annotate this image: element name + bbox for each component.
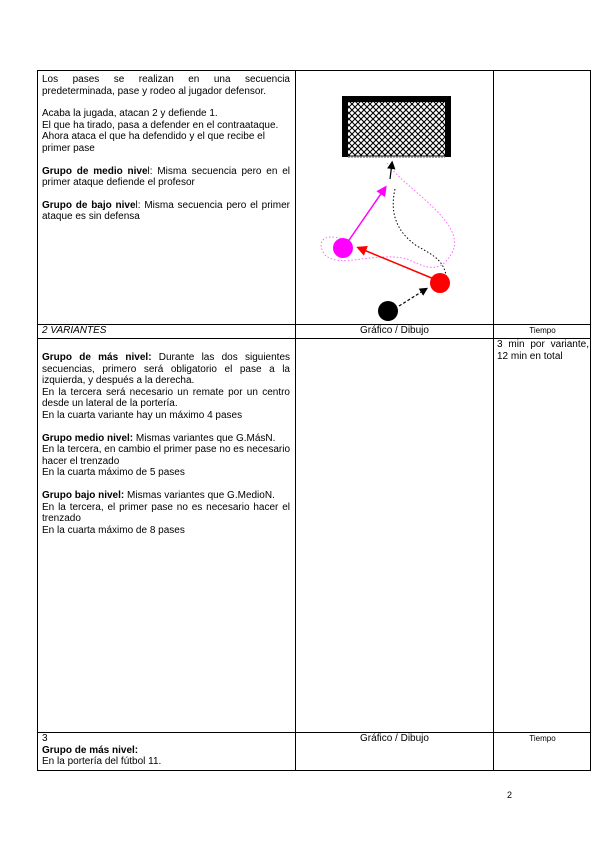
time-header: Tiempo [529,734,556,743]
description-paragraph: Los pases se realizan en una secuencia predeterminada, pase y rodeo al jugador defensor. [42,74,290,97]
time-value: 3 min por variante, 12 min en total [497,339,589,362]
description-line: En la tercera será necesario un remate por un centro desde un lateral de la portería. [42,386,290,410]
pass-arrow-black [399,289,426,306]
variants-header: 2 VARIANTES [42,325,107,336]
player-magenta [333,238,353,258]
low-group-paragraph [42,490,290,502]
low-group-label: Grupo bajo nivel: [42,489,125,501]
description-line: En la tercera, en cambio el primer pase no es necesario hacer el trenzado [42,444,290,467]
graphic-header: Gráfico / Dibujo [360,733,429,744]
row3-text: En la portería del fútbol 11. [42,756,162,768]
player-black [378,301,398,321]
black-run-path [393,189,447,281]
description-line: El que ha tirado, pasa a defender en el contraataque. [42,119,279,131]
low-group-text: Mismas variantes que G.MedioN. [124,489,275,501]
row2-description [42,352,290,536]
graphic-header: Gráfico / Dibujo [360,325,429,336]
page-number: 2 [507,790,513,800]
description-line: En la cuarta máximo de 5 pases [42,467,185,479]
description-line: En la cuarta variante hay un máximo 4 pases [42,409,243,421]
medium-group-label: Grupo de medio nive [42,165,148,177]
time-header: Tiempo [529,326,556,335]
pass-arrow-red [359,248,434,279]
low-group-text: l: Misma secuencia pero el primer ataque es sin defensa [42,199,290,223]
medium-group-label: Grupo medio nivel: [42,432,134,444]
drill-diagram [295,71,493,323]
description-line: En la tercera, el primer pase no es necesario hacer el trenzado [42,501,290,525]
shot-arrow-black [390,163,392,179]
high-group-paragraph [42,352,290,387]
row3-header [42,733,290,768]
description-line: Acaba la jugada, atacan 2 y defiende 1. [42,108,218,120]
medium-group-paragraph [42,433,290,445]
low-group-paragraph [42,200,290,223]
high-group-label: Grupo de más nivel: [42,744,139,756]
medium-group-text: Mismas variantes que G.MásN. [133,432,276,444]
description-line: Ahora ataca el que ha defendido y el que recibe el primer pase [42,131,265,154]
high-group-label: Grupo de más nivel: [42,352,152,363]
medium-group-text: l: Misma secuencia pero en el primer ataque defiende el profesor [42,165,290,189]
low-group-label: Grupo de bajo nive [42,199,136,211]
medium-group-paragraph [42,166,290,189]
row1-description [42,74,290,223]
high-group-text: Durante las dos siguientes secuencias, primero será obligatorio el pase a la izquierda, y después a la derecha. [42,352,291,387]
goal-icon [342,96,451,157]
description-line: En la cuarta máximo de 8 pases [42,524,185,536]
row3-number: 3 [42,733,48,744]
player-red [430,273,450,293]
column-divider [493,71,494,770]
row3-group-paragraph [42,745,290,757]
pass-arrow-magenta [347,188,385,243]
